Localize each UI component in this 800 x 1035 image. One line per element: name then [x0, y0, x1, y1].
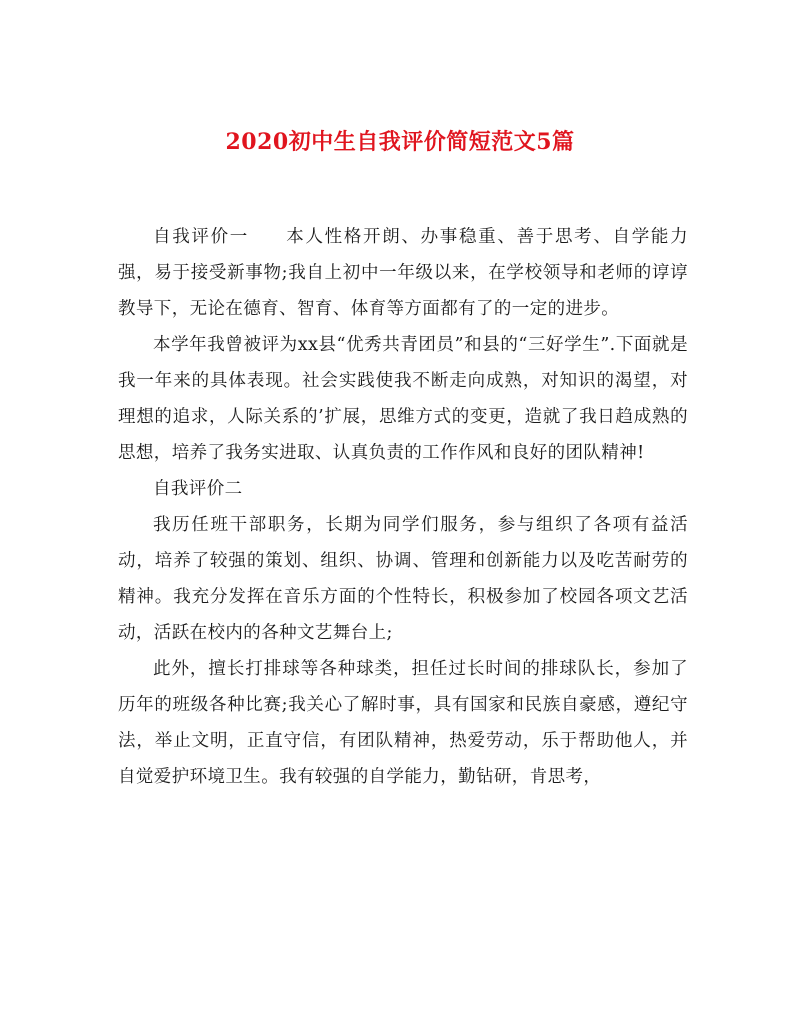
section-heading-1: 自我评价一 [153, 227, 249, 247]
document-title: 2020初中生自我评价简短范文5篇 [225, 128, 575, 155]
paragraph-1-text: 本人性格开朗、办事稳重、善于思考、自学能力强，易于接受新事物;我自上初中一年级以来，在学校领导和老师的谆谆教导下，无论在德育、智育、体育等方面都有了的一定的进步。 [118, 227, 689, 319]
section-heading-2: 自我评价二 [153, 479, 243, 499]
paragraph-3: 我历任班干部职务，长期为同学们服务，参与组织了各项有益活动，培养了较强的策划、组织、协调、管理和创新能力以及吃苦耐劳的精神。我充分发挥在音乐方面的个性特长，积极参加了校园各项文艺活动，活跃在校内的各种文艺舞台上; [118, 515, 688, 643]
paragraph-4: 此外，擅长打排球等各种球类，担任过长时间的排球队长，参加了历年的班级各种比赛;我关心了解时事，具有国家和民族自豪感，遵纪守法，举止文明，正直守信，有团队精神，热爱劳动，乐于帮助他人，并自觉爱护环境卫生。我有较强的自学能力，勤钻研，肯思考， [118, 659, 688, 787]
paragraph-1 [118, 219, 688, 327]
document-body [118, 219, 688, 795]
paragraph-2: 本学年我曾被评为xx县“优秀共青团员”和县的“三好学生”.下面就是我一年来的具体表现。社会实践使我不断走向成熟，对知识的渴望，对理想的追求，人际关系的’扩展，思维方式的变更，造就了我日趋成熟的思想，培养了我务实进取、认真负责的工作作风和良好的团队精神! [118, 335, 688, 463]
